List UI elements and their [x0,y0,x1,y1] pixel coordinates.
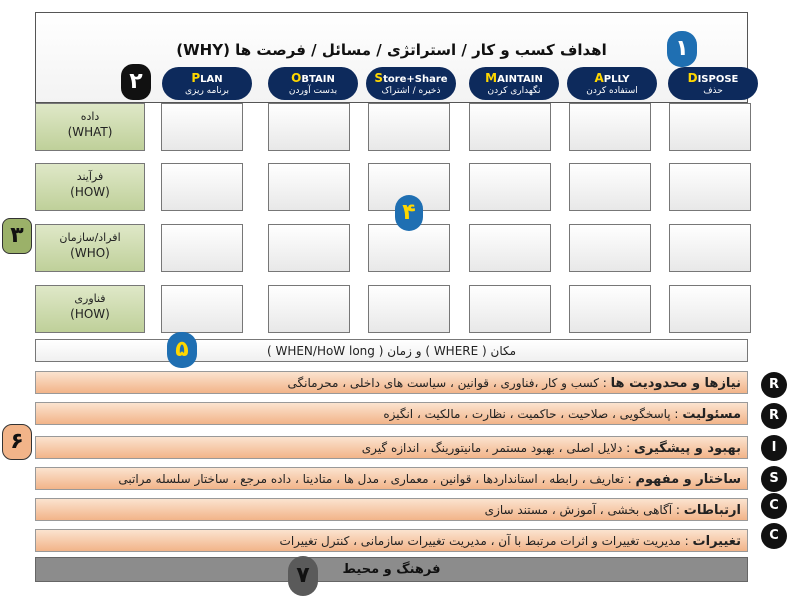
badge-5: ۵ [167,332,197,368]
why-title: اهداف کسب و کار / استراتژی / مسائل / فرصت ها (WHY) [176,41,607,59]
letter-s: S [761,466,787,492]
column-apply: APLLY استفاده کردن [567,67,657,100]
bar-communication: ارتباطات : آگاهی بخشی ، آموزش ، مستند سازی [35,498,748,521]
grid-cell [569,224,651,272]
grid-cell [161,163,243,211]
badge-6: ۶ [2,424,32,460]
badge-7: ۷ [288,556,318,596]
grid-cell [161,103,243,151]
grid-cell [669,163,751,211]
row-label-people: افراد/سازمان (WHO) [35,224,145,272]
grid-cell [469,285,551,333]
grid-cell [368,285,450,333]
letter-r2: R [761,403,787,429]
bar-requirements: نیازها و محدودیت ها : کسب و کار ،فناوری ، قوانین ، سیاست های داخلی ، محرمانگی [35,371,748,394]
badge-2: ۲ [121,64,151,100]
letter-c2: C [761,523,787,549]
bar-change: تغییرات : مدیریت تغییرات و اثرات مرتبط با آن ، مدیریت تغییرات سازمانی ، کنترل تغییرات [35,529,748,552]
badge-4: ۴ [395,195,423,231]
grid-cell [268,224,350,272]
letter-i: I [761,435,787,461]
badge-1: ۱ [667,31,697,67]
grid-cell [669,224,751,272]
bar-improvement: بهبود و پیشگیری : دلایل اصلی ، بهبود مستمر ، مانیتورینگ ، اندازه گیری [35,436,748,459]
grid-cell [669,285,751,333]
grid-cell [268,103,350,151]
column-dispose: DISPOSE حذف [668,67,758,100]
grid-cell [569,285,651,333]
grid-cell [469,163,551,211]
grid-cell [569,103,651,151]
grid-cell [268,285,350,333]
grid-cell [669,103,751,151]
column-store-share: Store+Share ذخیره / اشتراک [366,67,456,100]
grid-cell [161,224,243,272]
row-label-data: داده (WHAT) [35,103,145,151]
column-maintain: MAINTAIN نگهداری کردن [469,67,559,100]
row-label-process: فرآیند (HOW) [35,163,145,211]
grid-cell [368,103,450,151]
culture-bar: فرهنگ و محیط [35,557,748,582]
letter-r1: R [761,372,787,398]
grid-cell [469,224,551,272]
where-when-bar: مکان ( WHERE ) و زمان ( WHEN/HoW long ) [35,339,748,362]
grid-cell [161,285,243,333]
badge-3: ۳ [2,218,32,254]
grid-cell [268,163,350,211]
letter-c1: C [761,493,787,519]
grid-cell [469,103,551,151]
bar-responsibility: مسئولیت : پاسخگویی ، صلاحیت ، حاکمیت ، نظارت ، مالکیت ، انگیزه [35,402,748,425]
row-label-technology: فناوری (HOW) [35,285,145,333]
grid-cell [368,224,450,272]
column-plan: PLAN برنامه ریزی [162,67,252,100]
bar-structure: ساختار و مفهوم : تعاریف ، رابطه ، استانداردها ، قوانین ، معماری ، مدل ها ، متادیتا ، داده مرجع ، ساختار سلسله مراتبی [35,467,748,490]
grid-cell [569,163,651,211]
column-obtain: OBTAIN بدست آوردن [268,67,358,100]
